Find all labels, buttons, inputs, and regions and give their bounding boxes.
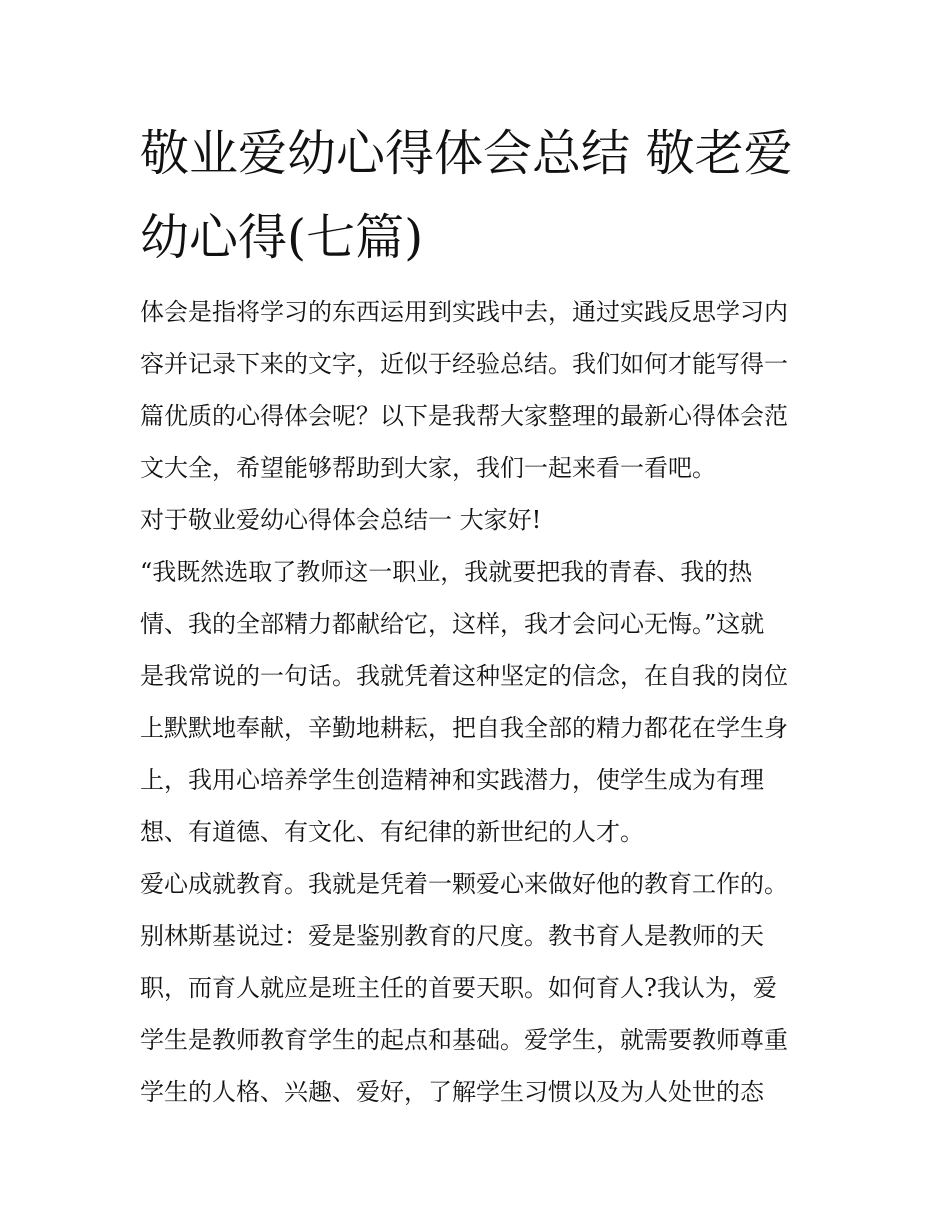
section-heading-paragraph — [140, 494, 830, 546]
text-line: 篇优质的心得体会呢？以下是我帮大家整理的最新心得体会范 — [140, 402, 788, 430]
text-line: “我既然选取了教师这一职业，我就要把我的青春、我的热 — [140, 558, 753, 586]
text-line: 容并记录下来的文字，近似于经验总结。我们如何才能写得一 — [140, 350, 788, 378]
document-title — [140, 112, 830, 280]
text-line: 学生是教师教育学生的起点和基础。爱学生，就需要教师尊重 — [140, 1026, 788, 1054]
text-line: 体会是指将学习的东西运用到实践中去，通过实践反思学习内 — [140, 298, 788, 326]
text-line: 对于敬业爱幼心得体会总结一 大家好! — [140, 506, 542, 534]
text-line: 爱心成就教育。我就是凭着一颗爱心来做好他的教育工作的。 — [140, 870, 788, 898]
text-line: 文大全，希望能够帮助到大家，我们一起来看一看吧。 — [140, 454, 716, 482]
text-line: 想、有道德、有文化、有纪律的新世纪的人才。 — [140, 818, 644, 846]
text-line: 情、我的全部精力都献给它，这样，我才会问心无悔。”这就 — [140, 610, 765, 638]
text-line: 学生的人格、兴趣、爱好，了解学生习惯以及为人处世的态 — [140, 1078, 764, 1106]
document-body — [140, 112, 830, 1118]
body-paragraph — [140, 858, 830, 1118]
text-line: 别林斯基说过：爱是鉴别教育的尺度。教书育人是教师的天 — [140, 922, 764, 950]
text-line: 职，而育人就应是班主任的首要天职。如何育人?我认为，爱 — [140, 974, 777, 1002]
text-line: 是我常说的一句话。我就凭着这种坚定的信念，在自我的岗位 — [140, 662, 788, 690]
title-line: 幼心得(七篇) — [140, 209, 424, 266]
body-paragraph — [140, 546, 830, 858]
text-line: 上默默地奉献，辛勤地耕耘，把自我全部的精力都花在学生身 — [140, 714, 788, 742]
intro-paragraph — [140, 286, 830, 494]
text-line: 上，我用心培养学生创造精神和实践潜力，使学生成为有理 — [140, 766, 764, 794]
title-line: 敬业爱幼心得体会总结 敬老爱 — [140, 125, 793, 182]
